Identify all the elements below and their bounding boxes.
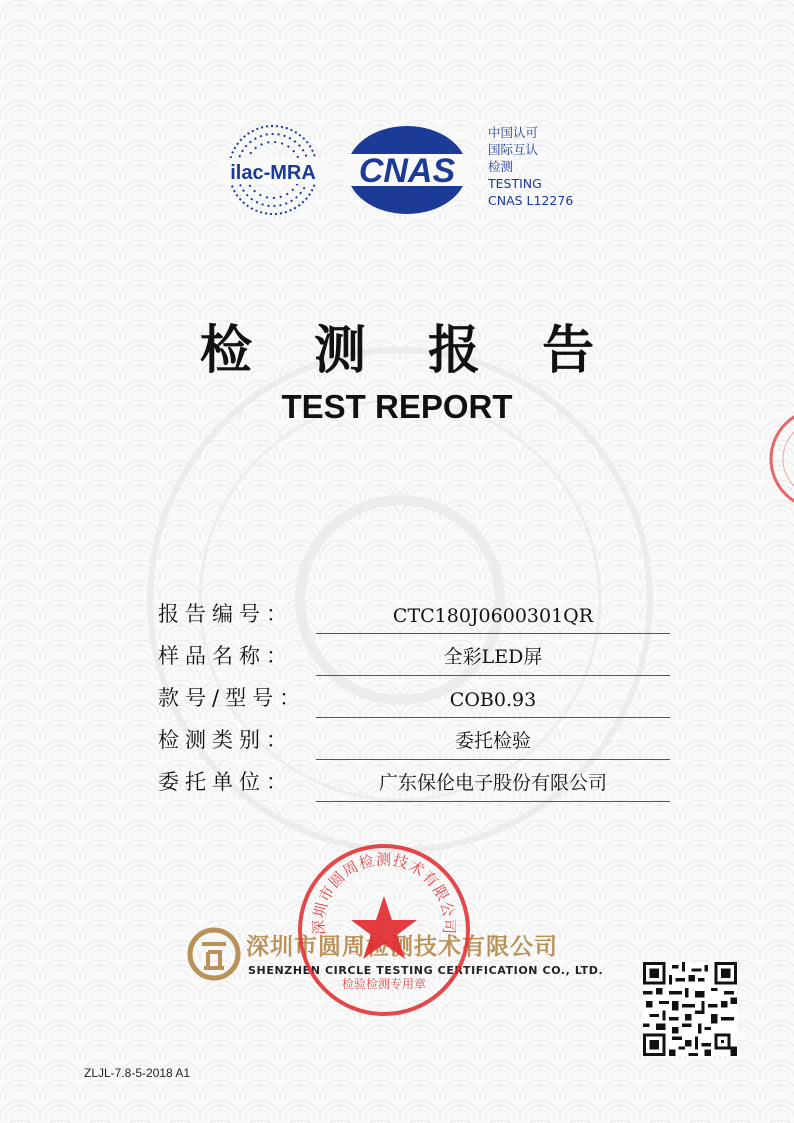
company-logo-icon xyxy=(186,924,242,984)
accreditation-logos xyxy=(218,118,588,230)
info-row-report-no xyxy=(158,592,670,634)
field-label: 报告编号： xyxy=(158,602,293,626)
field-label: 委托单位： xyxy=(158,770,293,794)
field-value: CTC180J0600301QR xyxy=(316,605,670,634)
field-label: 样品名称： xyxy=(158,644,293,668)
ilac-mra-logo xyxy=(218,118,328,230)
report-info-table xyxy=(158,592,670,802)
svg-text:CNAS: CNAS xyxy=(358,152,456,190)
info-row-test-type xyxy=(158,718,670,760)
svg-text:ilac-MRA: ilac-MRA xyxy=(230,162,316,184)
cnas-logo xyxy=(344,124,470,216)
company-name-en: SHENZHEN CIRCLE TESTING CERTIFICATION CO., LTD. xyxy=(248,964,604,977)
official-seal xyxy=(296,842,472,1018)
field-value: 全彩LED屏 xyxy=(316,642,670,676)
form-code: ZLJL-7.8-5-2018 A1 xyxy=(84,1066,191,1080)
company-name-cn: 深圳市圆周检测技术有限公司 xyxy=(246,934,558,960)
field-label: 检测类别： xyxy=(158,728,293,752)
info-row-sample-name xyxy=(158,634,670,676)
cnas-line: 国际互认 xyxy=(488,142,539,157)
info-row-model xyxy=(158,676,670,718)
cnas-line: 中国认可 xyxy=(488,125,539,140)
field-value: COB0.93 xyxy=(316,689,670,718)
field-value: 委托检验 xyxy=(316,726,670,760)
edge-seal xyxy=(766,404,794,514)
svg-text:深圳市圆周检测技术有限公司: 深圳市圆周检测技术有限公司 xyxy=(309,850,459,936)
report-title-en: TEST REPORT xyxy=(281,388,513,425)
field-label: 款号/型号： xyxy=(158,686,307,710)
cnas-line: CNAS L12276 xyxy=(488,193,574,208)
svg-text:检验检测专用章: 检验检测专用章 xyxy=(341,977,427,991)
report-title-cn: 检 测 报 告 xyxy=(199,321,617,381)
cnas-line: 检测 xyxy=(488,159,514,174)
field-value: 广东保伦电子股份有限公司 xyxy=(316,768,670,802)
qr-code xyxy=(643,962,737,1056)
info-row-client xyxy=(158,760,670,802)
cnas-accreditation-text xyxy=(488,124,573,209)
cnas-line: TESTING xyxy=(488,176,542,191)
